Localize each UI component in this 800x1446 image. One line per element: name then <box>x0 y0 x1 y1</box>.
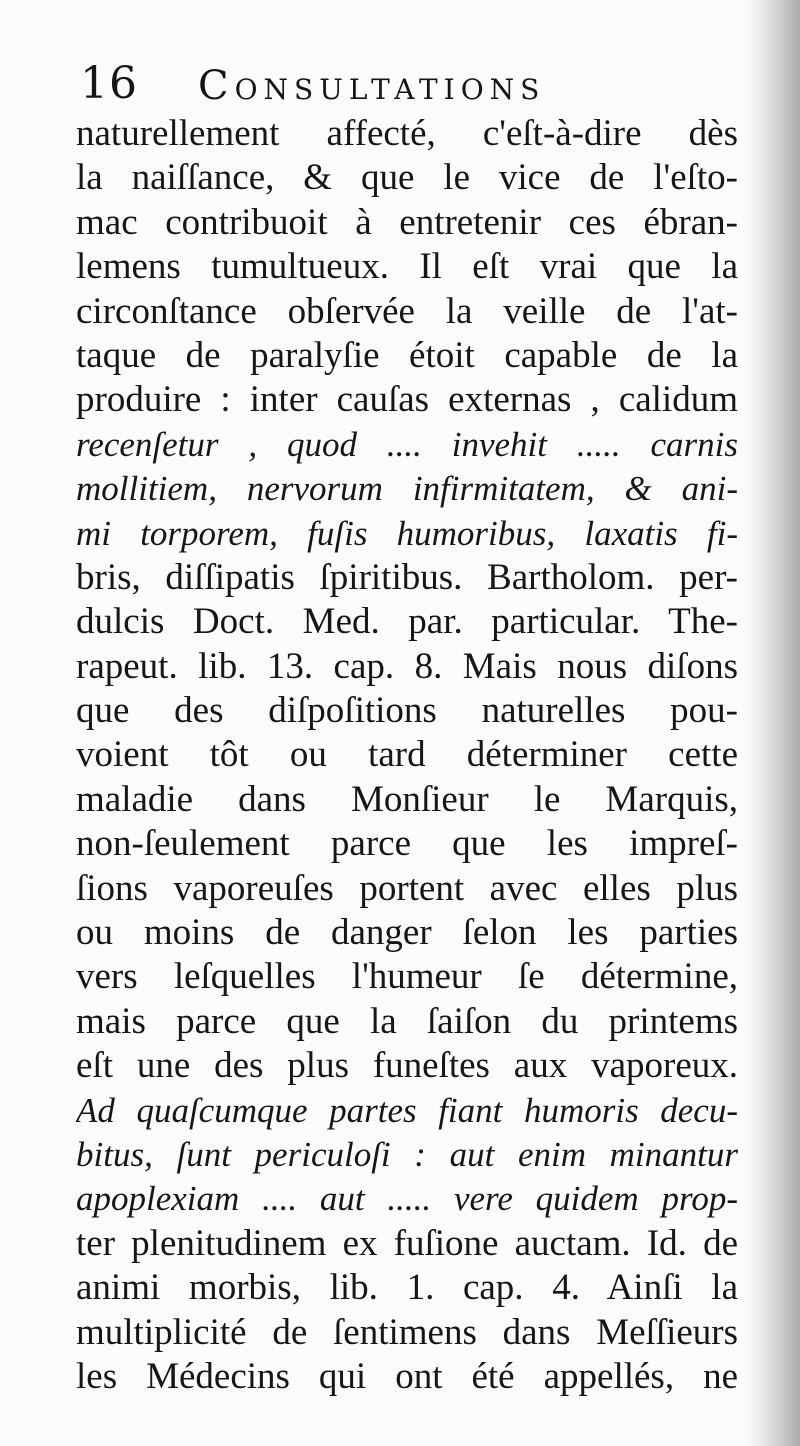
text-line: mac contribuoit à entretenir ces ébran- <box>76 201 738 243</box>
text-line: non-ſeulement parce que les impreſ- <box>76 823 738 865</box>
text-line: lemens tumultueux. Il eſt vrai que la <box>76 246 738 288</box>
running-head: Consultations <box>198 63 546 109</box>
text-line: produire : inter cauſas externas , calidum <box>76 379 738 421</box>
body-text <box>76 112 738 1399</box>
text-line: mais parce que la ſaiſon du printems <box>76 1000 738 1042</box>
text-line: naturellement affecté, c'eſt-à-dire dès <box>76 113 738 154</box>
text-line: les Médecins qui ont été appellés, ne <box>76 1355 738 1397</box>
text-line: taque de paralyſie étoit capable de la <box>76 334 738 376</box>
text-line: ter plenitudinem ex fuſione auctam. Id. de <box>76 1222 738 1264</box>
text-line: recenſetur , quod .... invehit ..... carnis <box>76 424 738 464</box>
text-line: bris, diſſipatis ſpiritibus. Bartholom. per- <box>76 556 738 598</box>
text-line: rapeut. lib. 13. cap. 8. Mais nous diſons <box>76 645 738 687</box>
text-line: Ad quaſcumque partes fiant humoris decu- <box>76 1090 738 1130</box>
text-line: multiplicité de ſentimens dans Meſſieurs <box>76 1311 738 1353</box>
text-line: voient tôt ou tard déterminer cette <box>76 734 738 776</box>
gutter-shadow <box>744 0 800 1446</box>
page-number: 16 <box>80 58 138 109</box>
text-line: maladie dans Monſieur le Marquis, <box>76 778 738 820</box>
text-line: mi torporem, fuſis humoribus, laxatis fi- <box>76 513 738 553</box>
text-line: apoplexiam .... aut ..... vere quidem prop- <box>76 1179 738 1219</box>
text-line: vers leſquelles l'humeur ſe détermine, <box>76 956 738 998</box>
text-line: circonſtance obſervée la veille de l'at- <box>76 290 738 332</box>
text-line: animi morbis, lib. 1. cap. 4. Ainſi la <box>76 1267 738 1309</box>
text-line: que des diſpoſitions naturelles pou- <box>76 690 738 732</box>
page-header <box>80 58 740 110</box>
text-line: eſt une des plus funeſtes aux vaporeux. <box>76 1045 738 1087</box>
text-line: bitus, ſunt periculoſi : aut enim minantur <box>76 1134 738 1174</box>
text-line: la naiſſance, & que le vice de l'eſto- <box>76 157 738 199</box>
text-line: mollitiem, nervorum infirmitatem, & ani- <box>76 469 738 509</box>
text-line: ou moins de danger ſelon les parties <box>76 912 738 954</box>
text-line: ſions vaporeuſes portent avec elles plus <box>76 867 738 909</box>
text-line: dulcis Doct. Med. par. particular. The- <box>76 601 738 643</box>
